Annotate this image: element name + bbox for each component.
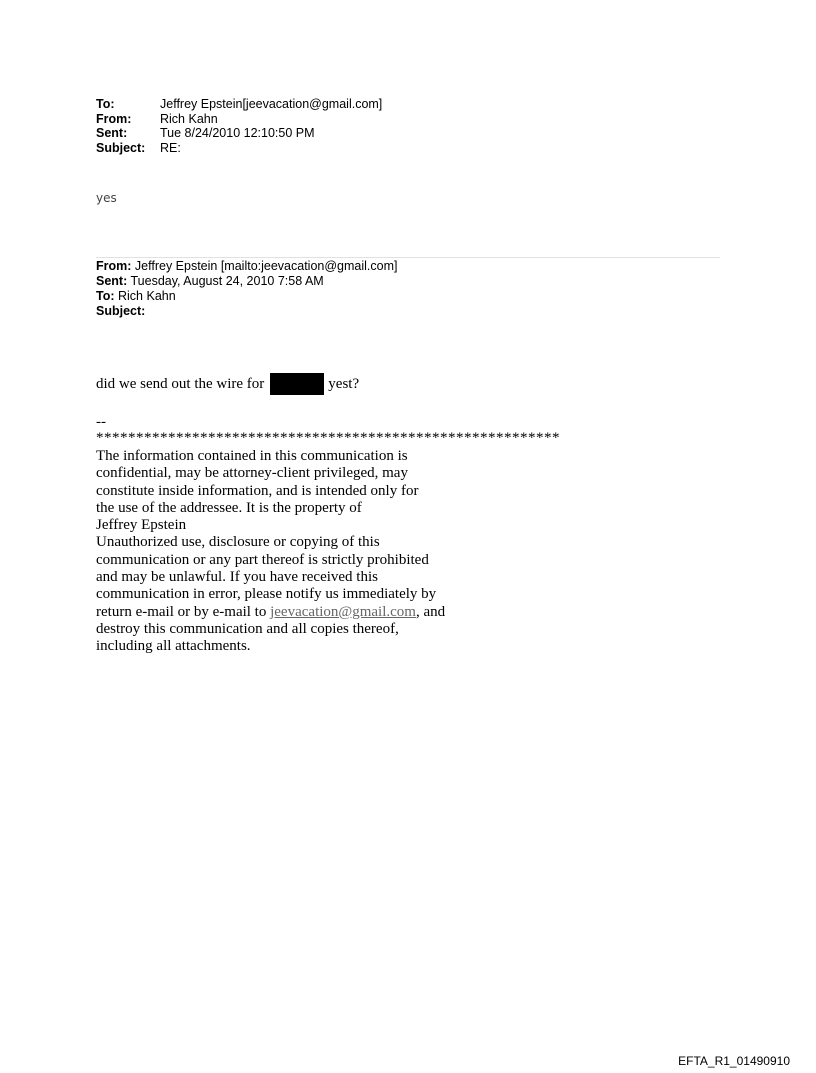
document-id-footer: EFTA_R1_01490910: [678, 1054, 790, 1068]
message-text-after: yest?: [328, 375, 360, 392]
disclaimer-line: Jeffrey Epstein: [96, 517, 187, 534]
email-header: [96, 97, 382, 155]
header-subject-row: [96, 141, 382, 156]
orig-from-label: From:: [96, 259, 132, 273]
message-body: [96, 373, 359, 395]
signature-stars: **********************************************************: [96, 430, 560, 446]
disclaimer-line: constitute inside information, and is intended only for: [96, 482, 419, 499]
disclaimer-line: confidential, may be attorney-client privileged, may: [96, 465, 408, 482]
disclaimer-line: The information contained in this communication is: [96, 448, 408, 464]
orig-to-row: [96, 289, 397, 304]
disclaimer-line-with-link: [96, 604, 496, 621]
from-value: Rich Kahn: [160, 111, 218, 126]
to-value: Jeffrey Epstein[jeevacation@gmail.com]: [160, 97, 383, 111]
disclaimer-line: communication in error, please notify us immediately by: [96, 586, 437, 603]
disclaimer-line: Unauthorized use, disclosure or copying of this: [96, 534, 380, 551]
disclaimer-line: and may be unlawful. If you have received this: [96, 569, 378, 586]
orig-subject-label: Subject:: [96, 304, 146, 318]
from-label: From:: [96, 111, 132, 126]
header-to-row: [96, 97, 382, 112]
header-from-row: [96, 112, 382, 127]
disclaimer-text: return e-mail or by e-mail to: [96, 603, 267, 620]
original-message-header: [96, 259, 397, 319]
separator-line: [96, 257, 720, 258]
orig-from-row: [96, 259, 397, 274]
orig-to-label: To:: [96, 289, 115, 303]
disclaimer-text: , and: [415, 603, 446, 620]
orig-subject-row: [96, 304, 397, 319]
reply-text: yes: [96, 191, 117, 205]
disclaimer-line: communication or any part thereof is strictly prohibited: [96, 551, 429, 568]
sent-label: Sent:: [96, 126, 128, 140]
email-link[interactable]: jeevacation@gmail.com: [270, 603, 416, 620]
orig-sent-row: [96, 274, 397, 289]
disclaimer-line: destroy this communication and all copies thereof,: [96, 620, 399, 637]
sent-value: Tue 8/24/2010 12:10:50 PM: [160, 126, 315, 140]
message-text-before: did we send out the wire for: [96, 375, 265, 392]
to-label: To:: [96, 97, 115, 111]
subject-label: Subject:: [96, 140, 146, 155]
header-sent-row: [96, 126, 382, 141]
disclaimer-line: the use of the addressee. It is the property of: [96, 499, 362, 516]
subject-value: RE:: [160, 140, 181, 155]
orig-sent-label: Sent:: [96, 274, 128, 288]
signature-dashes: --: [96, 414, 106, 430]
confidentiality-disclaimer: [96, 448, 496, 656]
orig-from-value: Jeffrey Epstein [mailto:jeevacation@gmail.com]: [134, 259, 398, 273]
redaction-box: [270, 373, 324, 395]
orig-sent-value: Tuesday, August 24, 2010 7:58 AM: [130, 274, 324, 288]
disclaimer-line: including all attachments.: [96, 638, 251, 655]
orig-to-value: Rich Kahn: [118, 289, 176, 303]
